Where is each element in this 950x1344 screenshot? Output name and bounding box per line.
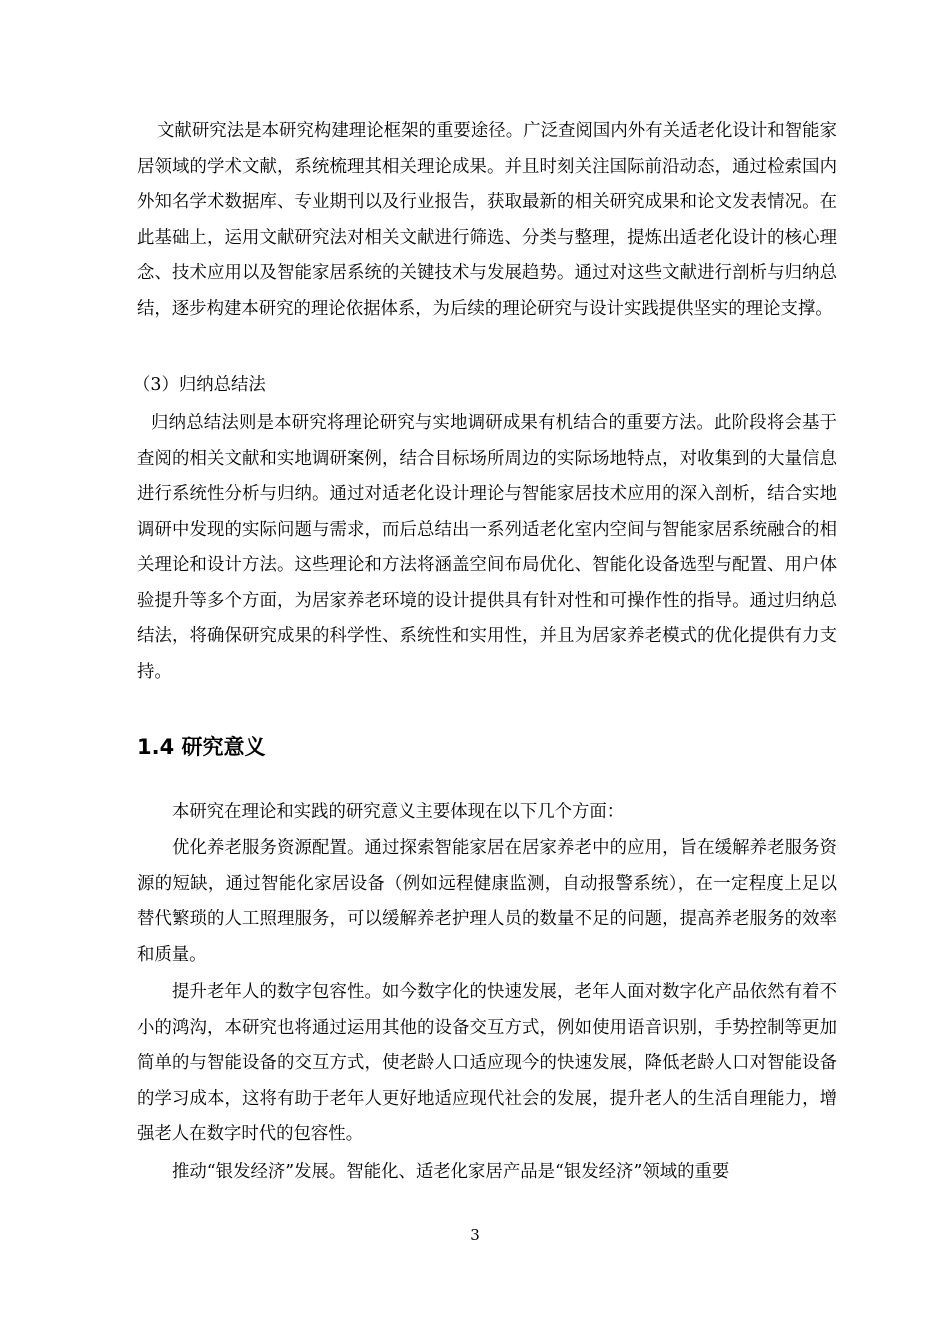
page-number: 3	[470, 1226, 480, 1244]
significance-paragraph-digital-inclusion: 提升老年人的数字包容性。如今数字化的快速发展，老年人面对数字化产品依然有着不小的鸿沟，本研究也将通过运用其他的设备交互方式，例如使用语音识别，手势控制等更加简单的与智能设备的交互方式，使老龄人口适应现今的快速发展，降低老龄人口对智能设备的学习成本，这将有助于老年人更好地适应现代社会的发展，提升老人的生活自理能力，增强老人在数字时代的包容性。	[137, 982, 837, 1144]
significance-paragraph-resources: 优化养老服务资源配置。通过探索智能家居在居家养老中的应用，旨在缓解养老服务资源的短缺，通过智能化家居设备（例如远程健康监测，自动报警系统），在一定程度上足以替代繁琐的人工照理服务，可以缓解养老护理人员的数量不足的问题，提高养老服务的效率和质量。	[137, 838, 837, 965]
induction-method-paragraph: 归纳总结法则是本研究将理论研究与实地调研成果有机结合的重要方法。此阶段将会基于查阅的相关文献和实地调研案例，结合目标场所周边的实际场地特点，对收集到的大量信息进行系统性分析与归纳。通过对适老化设计理论与智能家居技术应用的深入剖析，结合实地调研中发现的实际问题与需求，而后总结出一系列适老化室内空间与智能家居系统融合的相关理论和设计方法。这些理论和方法将涵盖空间布局优化、智能化设备选型与配置、用户体验提升等多个方面，为居家养老环境的设计提供具有针对性和可操作性的指导。通过归纳总结法，将确保研究成果的科学性、系统性和实用性，并且为居家养老模式的优化提供有力支持。	[137, 413, 837, 682]
method-label: （3）归纳总结法	[133, 375, 266, 395]
section-heading: 1.4 研究意义	[137, 735, 266, 759]
literature-method-paragraph: 文献研究法是本研究构建理论框架的重要途径。广泛查阅国内外有关适老化设计和智能家居领域的学术文献，系统梳理其相关理论成果。并且时刻关注国际前沿动态，通过检索国内外知名学术数据库、专业期刊以及行业报告，获取最新的相关研究成果和论文发表情况。在此基础上，运用文献研究法对相关文献进行筛选、分类与整理，提炼出适老化设计的核心理念、技术应用以及智能家居系统的关键技术与发展趋势。通过对这些文献进行剖析与归纳总结，逐步构建本研究的理论依据体系，为后续的理论研究与设计实践提供坚实的理论支撑。	[137, 121, 837, 319]
significance-paragraph-silver-economy: 推动“银发经济”发展。智能化、适老化家居产品是“银发经济”领域的重要	[172, 1162, 730, 1182]
significance-intro: 本研究在理论和实践的研究意义主要体现在以下几个方面：	[172, 802, 625, 822]
